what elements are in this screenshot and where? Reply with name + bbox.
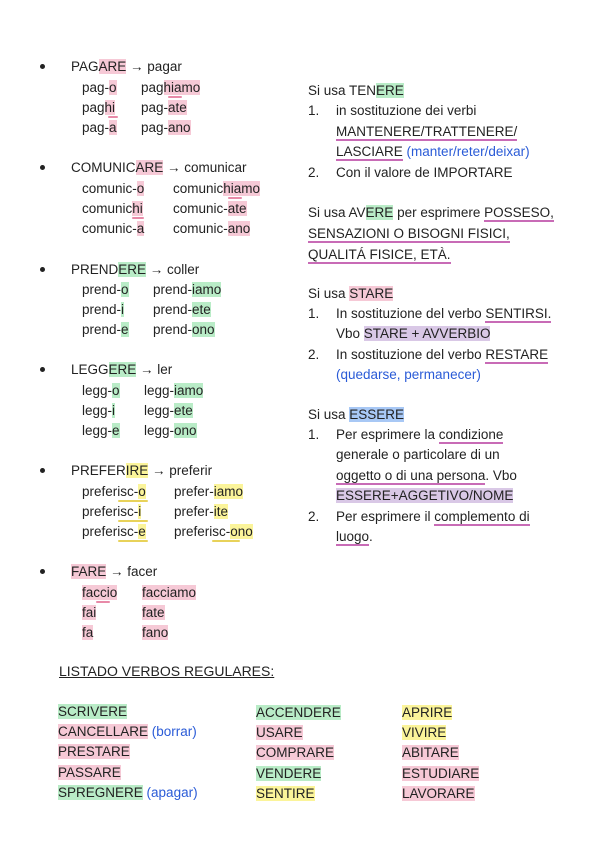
ending: hi [104,100,116,115]
stem: preferisc- [82,524,139,539]
note-text: MANTENERE/TRATTENERE/ [336,124,518,139]
note-text: LASCIARE [336,144,403,159]
stem: preferisc- [82,484,139,499]
verb-ending: ARE [135,160,164,175]
translation: → comunicar [167,160,247,175]
verb-item: USARE [256,725,303,740]
ending: o [136,181,145,196]
ending: ate [168,100,187,115]
stem: comunic- [82,181,137,196]
stem: prend- [82,322,122,337]
stem: prend- [82,302,122,317]
verb-heading [71,159,247,177]
ending: o [121,282,129,297]
stem: comunic- [82,221,137,236]
stem: legg- [82,383,113,398]
ending: o [112,383,120,398]
essere-heading: Si usa ESSERE [308,407,405,422]
squiggle-underline [118,500,148,502]
stem: preferisc- [174,524,231,539]
ending: hi [132,201,143,216]
list-number: 2. [308,347,320,362]
translation: → coller [149,262,200,277]
verb-stem: PAG [71,59,99,74]
verb-ending: ERE [108,362,137,377]
stem: prend- [153,322,193,337]
note-text: SENSAZIONI O BISOGNI FISICI, [308,226,510,241]
translation: → pagar [130,59,182,74]
verb-item: PRESTARE [58,744,130,759]
verb-item: ACCENDERE [256,705,341,720]
stem: comunic [173,181,224,196]
ending: ite [213,504,229,519]
note-text: In sostituzione del verbo SENTIRSI. [336,306,552,321]
stem: prend- [82,282,122,297]
stem: pag [141,80,164,95]
note-text: Vbo STARE + AVVERBIO [336,326,491,341]
squiggle-underline [118,520,148,522]
ending: ete [192,302,211,317]
ending: o [138,484,146,499]
note-text: In sostituzione del verbo RESTARE [336,347,549,362]
avere-heading: Si usa AVERE per esprimere POSSESO, [308,205,554,220]
ending: ono [192,322,215,337]
note-text: luogo. [336,529,373,544]
verb-item: APRIRE [402,705,453,720]
ending: ono [230,524,253,539]
stem: prend- [153,302,193,317]
ending: ano [168,120,191,135]
verb-item: COMPRARE [256,745,335,760]
stem: legg- [144,423,175,438]
note-text: oggetto o di una persona. Vbo [336,468,517,483]
stem: comunic- [173,221,228,236]
verb-stem: COMUNIC [71,160,136,175]
verb-name: FARE [71,564,107,579]
form: fano [142,625,169,640]
verb-item: CANCELLARE [58,724,149,739]
squiggle-underline [118,540,148,542]
verb-item: PASSARE [58,765,121,780]
ending: a [109,120,117,135]
ending: o [109,80,117,95]
squiggle-underline [132,217,144,219]
note-text: Per esprimere il complemento di [336,509,530,524]
verb-stem: PREFER [71,463,126,478]
bullet [40,267,45,272]
ending: hiamo [163,80,201,95]
translation: (manter/reter/deixar) [406,144,530,159]
note-text: Con il valore de IMPORTARE [336,165,513,180]
translation: (borrar) [151,724,197,739]
form: fa [82,625,94,640]
verb-item: VIVIRE [402,725,447,740]
verb-item: SPREGNERE [58,785,143,800]
list-number: 1. [308,427,320,442]
ending: iamo [192,282,222,297]
ending: i [138,504,142,519]
bullet [40,367,45,372]
note-text: generale o particolare di un [336,447,500,462]
verb-heading [71,261,199,279]
verb-heading [71,563,157,581]
stem: legg- [82,423,113,438]
ending: i [112,403,116,418]
squiggle-underline [212,540,240,542]
note-text: Per esprimere la condizione [336,427,504,442]
form: facciamo [142,585,197,600]
verb-item: SCRIVERE [58,704,128,719]
verb-heading [71,58,182,76]
verb-item: VENDERE [256,766,322,781]
squiggle-underline [228,197,242,199]
verb-item: SENTIRE [256,786,315,801]
stem: prefer- [174,484,214,499]
stem: pag [82,100,105,115]
stem: pag- [82,120,110,135]
stem: comunic- [173,201,228,216]
bullet [40,165,45,170]
verb-heading [71,361,172,379]
verb-ending: IRE [125,463,149,478]
note-text: in sostituzione dei verbi [336,103,477,118]
squiggle-underline [108,116,118,118]
bullet [40,468,45,473]
squiggle-underline [168,96,182,98]
translation: (apagar) [146,785,198,800]
list-number: 2. [308,509,320,524]
verb-stem: LEGG [71,362,109,377]
ending: ano [227,221,251,236]
verb-item: ESTUDIARE [402,766,480,781]
bullet [40,64,45,69]
translation: → preferir [152,463,213,478]
verb-ending: ARE [98,59,127,74]
ending: e [112,423,120,438]
translation: → ler [140,362,173,377]
stem: prend- [153,282,193,297]
ending: hiamo [223,181,261,196]
tenere-heading: Si usa TENERE [308,83,404,98]
form: fai [82,605,97,620]
verb-heading [71,462,212,480]
list-number: 1. [308,103,320,118]
note-text: ESSERE+AGGETIVO/NOME [336,488,514,503]
stem: pag- [82,80,110,95]
form: faccio [82,585,118,600]
verb-stem: PREND [71,262,119,277]
stem: comunic [82,201,133,216]
bullet [40,569,45,574]
list-number: 1. [308,306,320,321]
ending: a [136,221,145,236]
ending: e [121,322,129,337]
ending: iamo [174,383,204,398]
verb-ending: ERE [118,262,147,277]
stem: legg- [144,403,175,418]
ending: e [138,524,146,539]
ending: ate [227,201,247,216]
squiggle-underline [96,601,110,603]
verb-item: ABITARE [402,745,459,760]
stem: pag- [141,100,169,115]
stem: preferisc- [82,504,139,519]
ending: i [121,302,125,317]
translation: (quedarse, permanecer) [336,367,481,382]
list-title: LISTADO VERBOS REGULARES: [59,663,275,679]
stem: legg- [144,383,175,398]
stem: pag- [141,120,169,135]
stare-heading: Si usa STARE [308,286,394,301]
ending: ete [174,403,193,418]
note-text: QUALITÁ FISICE, ETÀ. [308,247,451,262]
translation: → facer [110,564,158,579]
stem: prefer- [174,504,214,519]
list-number: 2. [308,165,320,180]
stem: legg- [82,403,113,418]
ending: ono [174,423,197,438]
verb-item: LAVORARE [402,786,475,801]
ending: iamo [213,484,244,499]
form: fate [142,605,165,620]
